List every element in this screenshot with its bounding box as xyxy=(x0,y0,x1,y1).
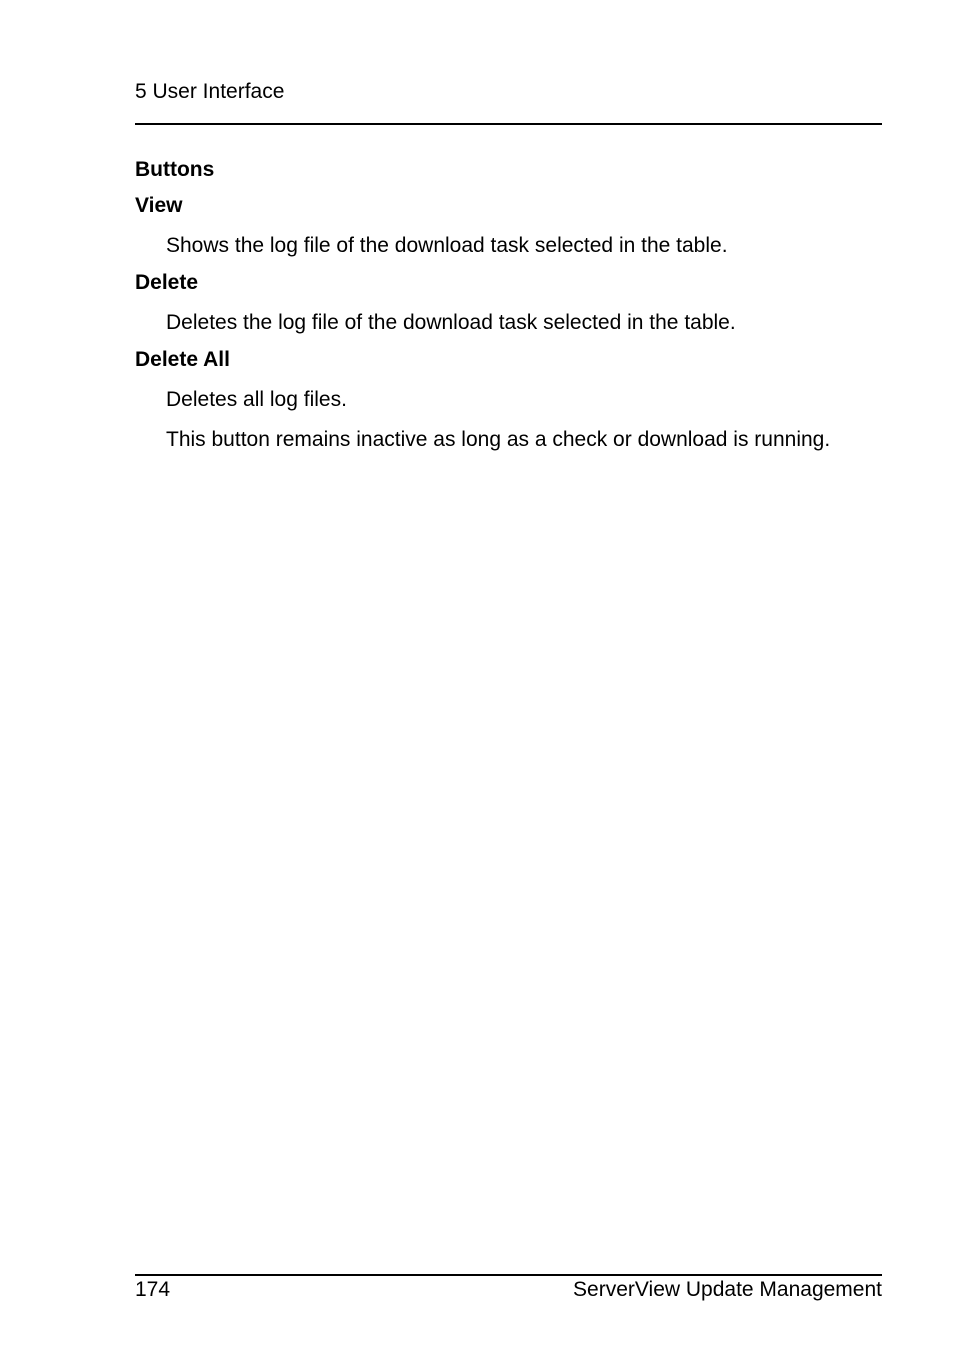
running-header: 5 User Interface xyxy=(135,80,285,103)
product-name: ServerView Update Management xyxy=(573,1278,882,1301)
description-delete-all: Deletes all log files. xyxy=(166,388,347,411)
description-view: Shows the log file of the download task selected in the table. xyxy=(166,234,728,257)
term-delete: Delete xyxy=(135,271,199,294)
page-number: 174 xyxy=(135,1278,171,1301)
description-delete-all-note: This button remains inactive as long as a check or download is running. xyxy=(166,428,831,451)
header-divider xyxy=(135,123,882,125)
section-title: Buttons xyxy=(135,158,215,181)
term-delete-all: Delete All xyxy=(135,348,230,371)
description-delete: Deletes the log file of the download task selected in the table. xyxy=(166,311,736,334)
footer-divider xyxy=(135,1274,882,1276)
term-view: View xyxy=(135,194,183,217)
